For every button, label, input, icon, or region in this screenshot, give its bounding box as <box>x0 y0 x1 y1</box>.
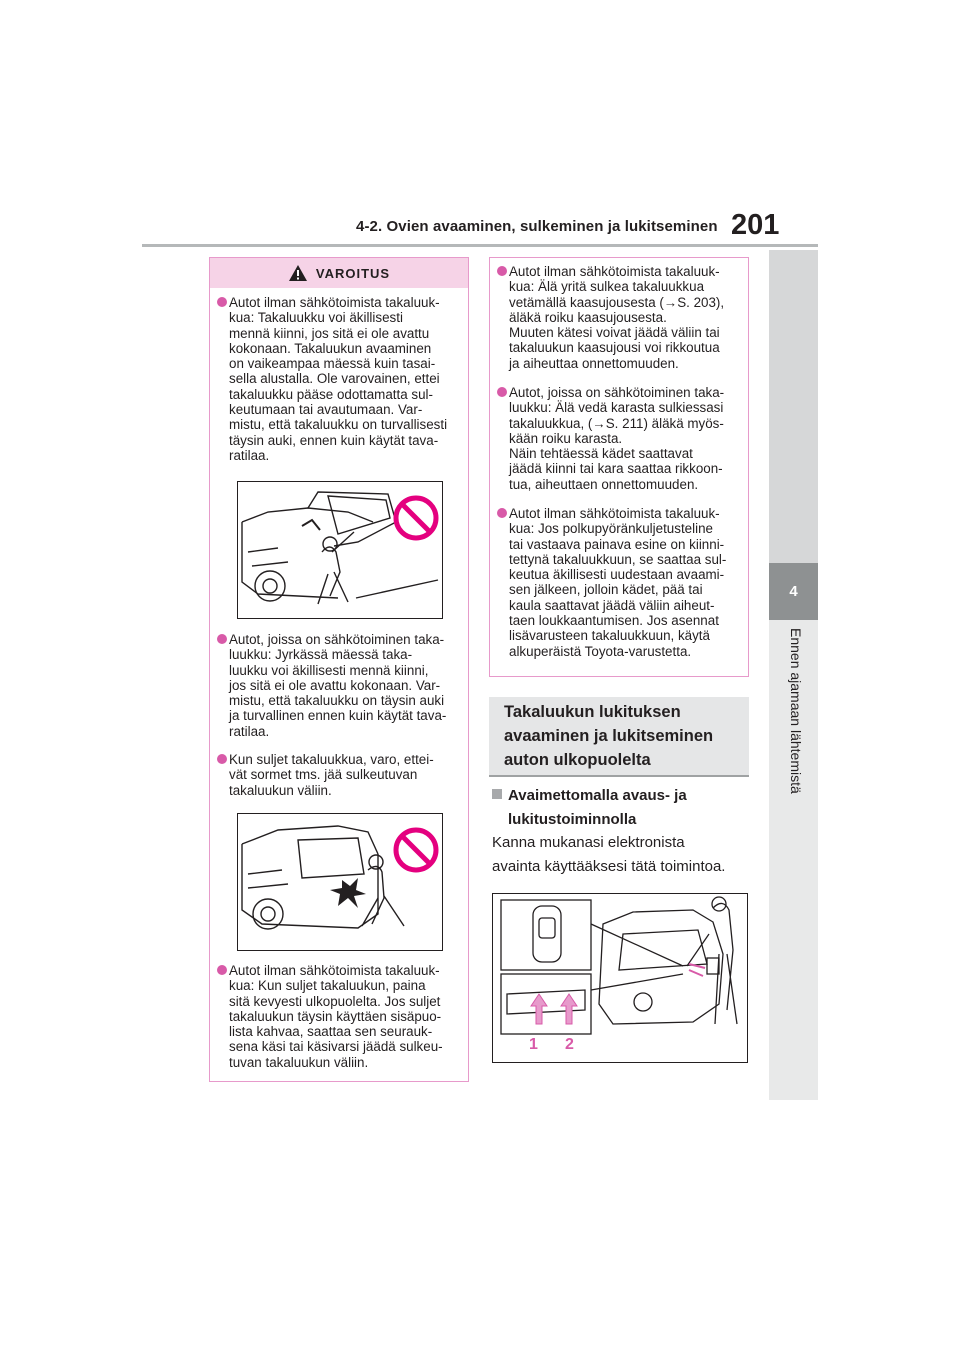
warning-left-item-4: Autot ilman sähkötoimista takaluuk- kua: Kun suljet takaluukun, paina sitä kevyesti ulkopuolelta. Jos suljet takaluukun täysin käyttäen sisäpuo- lista kahvaa, saattaa sen seurauk- sena käsi tai käsivarsi jäädä sulkeu- tuvan takaluukun väliin. <box>229 963 443 1070</box>
bullet-icon <box>497 508 507 518</box>
prohibition-icon <box>392 494 440 542</box>
illustration-keyless-tailgate <box>492 893 748 1063</box>
bullet-icon <box>497 266 507 276</box>
body-text-line: avainta käyttääksesi tätä toimintoa. <box>492 858 726 875</box>
body-text-line: Kanna mukanasi elektronista <box>492 834 685 851</box>
chapter-title-tab: Ennen ajamaan lähtemistä <box>788 628 804 794</box>
section-heading-line: auton ulkopuolelta <box>504 751 651 769</box>
section-heading-box <box>489 697 749 777</box>
illustration-hill-tailgate <box>237 481 443 619</box>
prohibition-icon <box>392 826 440 874</box>
bullet-icon <box>217 297 227 307</box>
illustration-label-2: 2 <box>565 1036 574 1053</box>
illustration-closing-fingers <box>237 813 443 951</box>
section-heading-line: Takaluukun lukituksen <box>504 703 681 721</box>
illustration-label-1: 1 <box>529 1036 538 1053</box>
warning-right-item-3: Autot ilman sähkötoimista takaluuk- kua: Jos polkupyöränkuljetusteline tai vastaava painava esine on kiinni- tettynä takaluukkuun, se saattaa sul- keutua äkillisesti uudestaan avaami- sen jälkeen, jolloin kädet, pää tai kaula saattavat jäädä väliin aiheut- taen loukkaantumisen. Jos asennat lisävarusteen takaluukkuun, käytä alkuperäistä Toyota-varustetta. <box>509 506 726 659</box>
page-number: 201 <box>731 209 780 241</box>
side-tab-top <box>769 250 818 563</box>
bullet-icon <box>217 634 227 644</box>
square-bullet-icon <box>492 789 502 799</box>
warning-left-item-1: Autot ilman sähkötoimista takaluuk- kua: Takaluukku voi äkillisesti mennä kiinni, jos sitä ei ole avattu kokonaan. Takaluukun avaaminen on vaikeampaa mäessä kuin tasai- sella alustalla. Ole varovainen, ettei takaluukku pääse odottamatta sul- keutumaan tai avautumaan. Var- mistu, että takaluukku on turvallisesti täysin auki, ennen kuin käytät tava- ratilaa. <box>229 295 447 463</box>
warning-heading: VAROITUS <box>315 265 391 281</box>
subsection-heading: Avaimettomalla avaus- ja lukitustoiminnolla <box>492 784 687 832</box>
bullet-icon <box>497 387 507 397</box>
warning-left-item-2: Autot, joissa on sähkötoiminen taka- luukku: Jyrkässä mäessä taka- luukku voi äkillisesti mennä kiinni, jos sitä ei ole avattu kokonaan. Var- mistu, että takaluukku on täysin auki ja turvallinen ennen kuin käytät tava- ratilaa. <box>229 632 446 739</box>
bullet-icon <box>217 754 227 764</box>
chapter-number-tab[interactable]: 4 <box>769 563 818 620</box>
header-divider <box>142 244 818 247</box>
warning-header <box>210 258 468 288</box>
bullet-icon <box>217 965 227 975</box>
warning-right-item-2: Autot, joissa on sähkötoiminen taka- luukku: Älä vedä karasta sulkiessasi takaluukkua, (→S. 211) äläkä myös- kään roiku karasta. Näin tehtäessä kädet saattavat jäädä kiinni tai kara saattaa rikkoon- tua, aiheuttaen onnettomuuden. <box>509 385 724 492</box>
warning-box-left <box>209 257 469 1082</box>
warning-left-item-3: Kun suljet takaluukkua, varo, ettei- vät sormet tms. jää sulkeutuvan takaluukun väliin. <box>229 752 434 798</box>
section-heading-line: avaaminen ja lukitseminen <box>504 727 714 745</box>
warning-box-right <box>489 257 749 677</box>
warning-right-item-1: Autot ilman sähkötoimista takaluuk- kua: Älä yritä sulkea takaluukkua vetämällä kaasujousesta (→S. 203), äläkä roiku kaasujousesta. Muuten kätesi voivat jäädä väliin tai takaluukun kaasujousi voi rikkoutua ja aiheuttaa onnettomuuden. <box>509 264 724 371</box>
header-section-title: 4-2. Ovien avaaminen, sulkeminen ja lukitseminen <box>356 218 718 235</box>
warning-triangle-icon <box>288 264 308 282</box>
